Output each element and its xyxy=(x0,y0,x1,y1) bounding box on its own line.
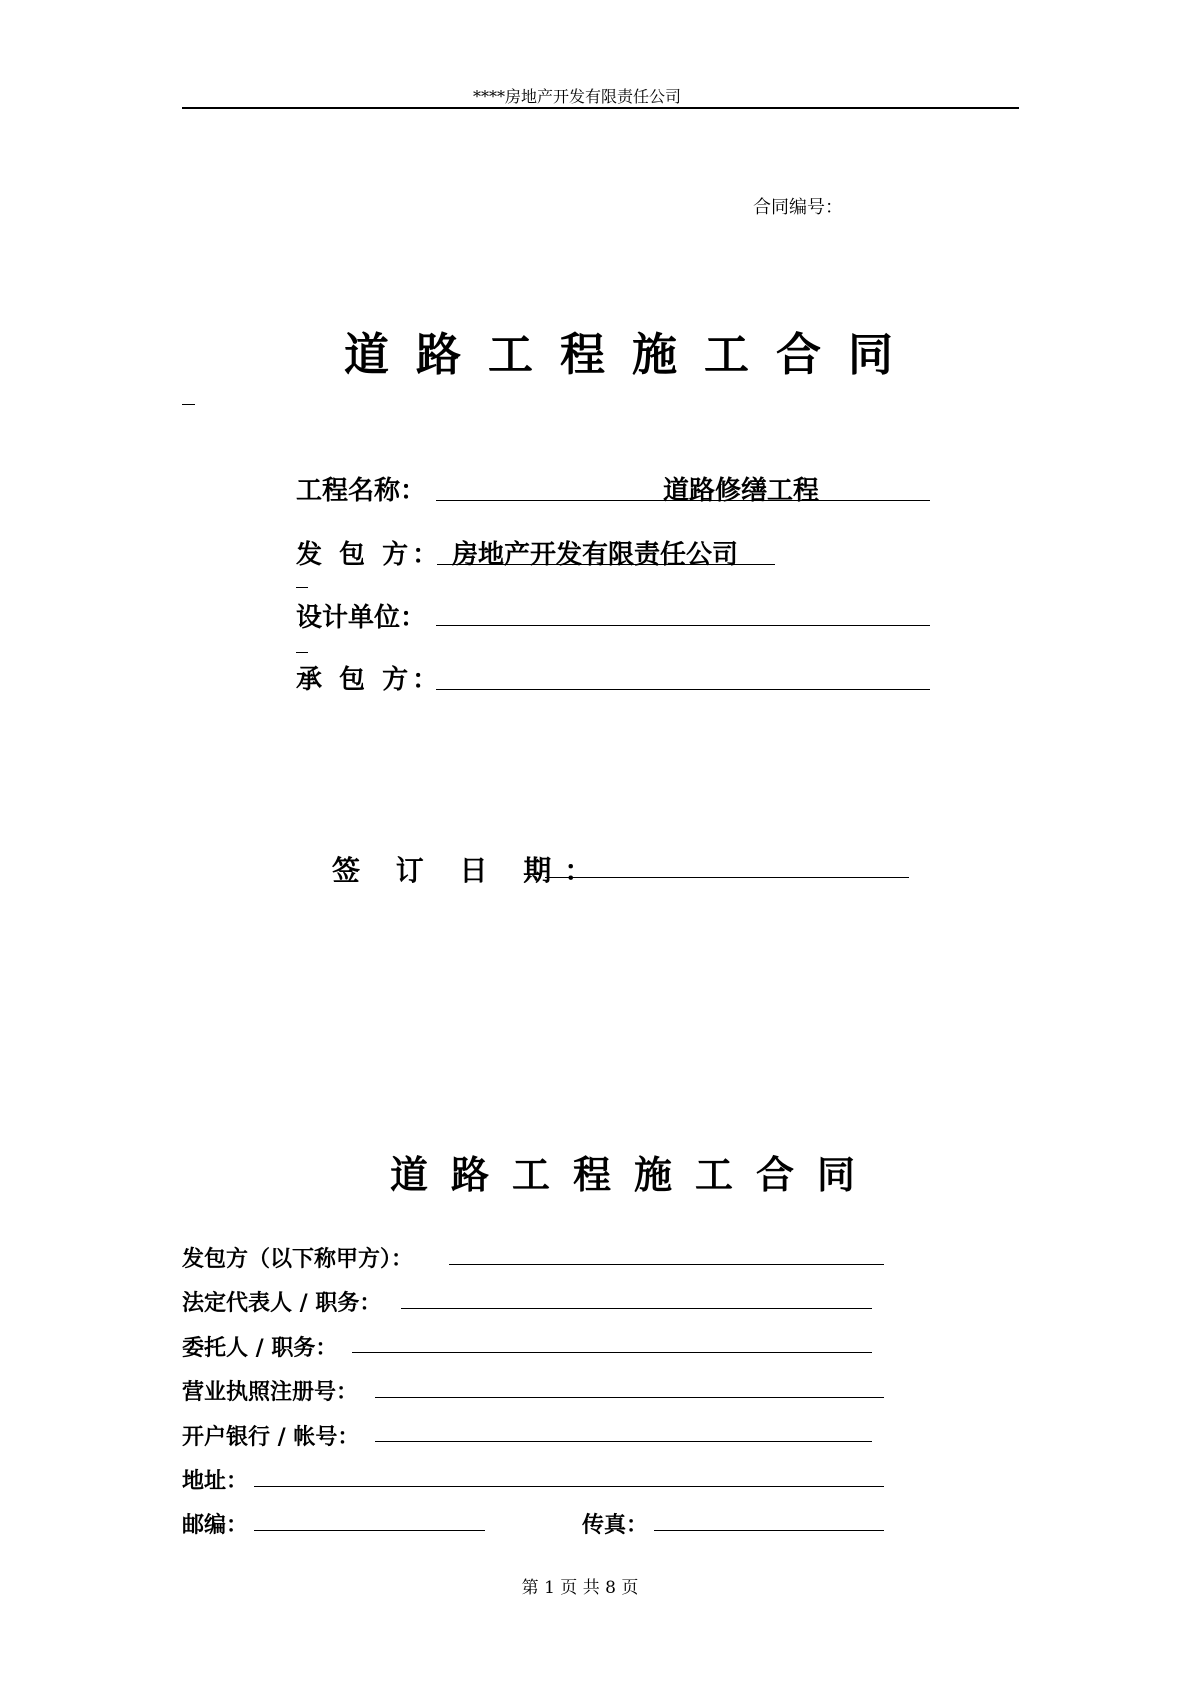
cover-title: 道路工程施工合同 xyxy=(344,328,921,381)
employer-label: 发 包 方： xyxy=(296,540,443,570)
project-name-value: 道路修缮工程 xyxy=(663,476,820,506)
fax-underline xyxy=(654,1530,884,1531)
agent-label: 委托人 / 职务： xyxy=(182,1335,338,1361)
page-footer: 第 1 页 共 8 页 xyxy=(521,1578,639,1598)
address-underline xyxy=(254,1486,884,1487)
header-company: ****房地产开发有限责任公司 xyxy=(472,87,681,106)
designer-label: 设计单位： xyxy=(296,603,427,633)
stray-mark xyxy=(296,587,308,588)
sign-date-label: 签 订 日 期： xyxy=(332,854,606,887)
legal-rep-underline xyxy=(401,1308,872,1309)
license-no-underline xyxy=(375,1397,884,1398)
designer-underline xyxy=(436,625,930,626)
postcode-label: 邮编： xyxy=(182,1512,249,1538)
address-label: 地址： xyxy=(182,1468,249,1494)
header-rule xyxy=(182,107,1019,109)
agent-underline xyxy=(352,1352,872,1353)
license-no-label: 营业执照注册号： xyxy=(182,1379,359,1405)
contract-number-label: 合同编号： xyxy=(753,197,843,218)
legal-rep-label: 法定代表人 / 职务： xyxy=(182,1290,382,1316)
party-a-underline xyxy=(449,1264,884,1265)
bank-account-label: 开户银行 / 帐号： xyxy=(182,1424,360,1450)
sign-date-underline xyxy=(545,877,909,878)
contractor-label: 承 包 方： xyxy=(296,665,443,695)
stray-mark xyxy=(296,652,308,653)
contract-body-title: 道路工程施工合同 xyxy=(390,1152,879,1197)
fax-label: 传真： xyxy=(582,1512,649,1538)
party-a-label: 发包方（以下称甲方）： xyxy=(182,1246,414,1272)
contractor-underline xyxy=(436,689,930,690)
postcode-underline xyxy=(254,1530,485,1531)
project-name-label: 工程名称： xyxy=(296,476,427,506)
employer-value: 房地产开发有限责任公司 xyxy=(452,540,739,570)
stray-mark xyxy=(182,404,195,405)
bank-account-underline xyxy=(375,1441,872,1442)
